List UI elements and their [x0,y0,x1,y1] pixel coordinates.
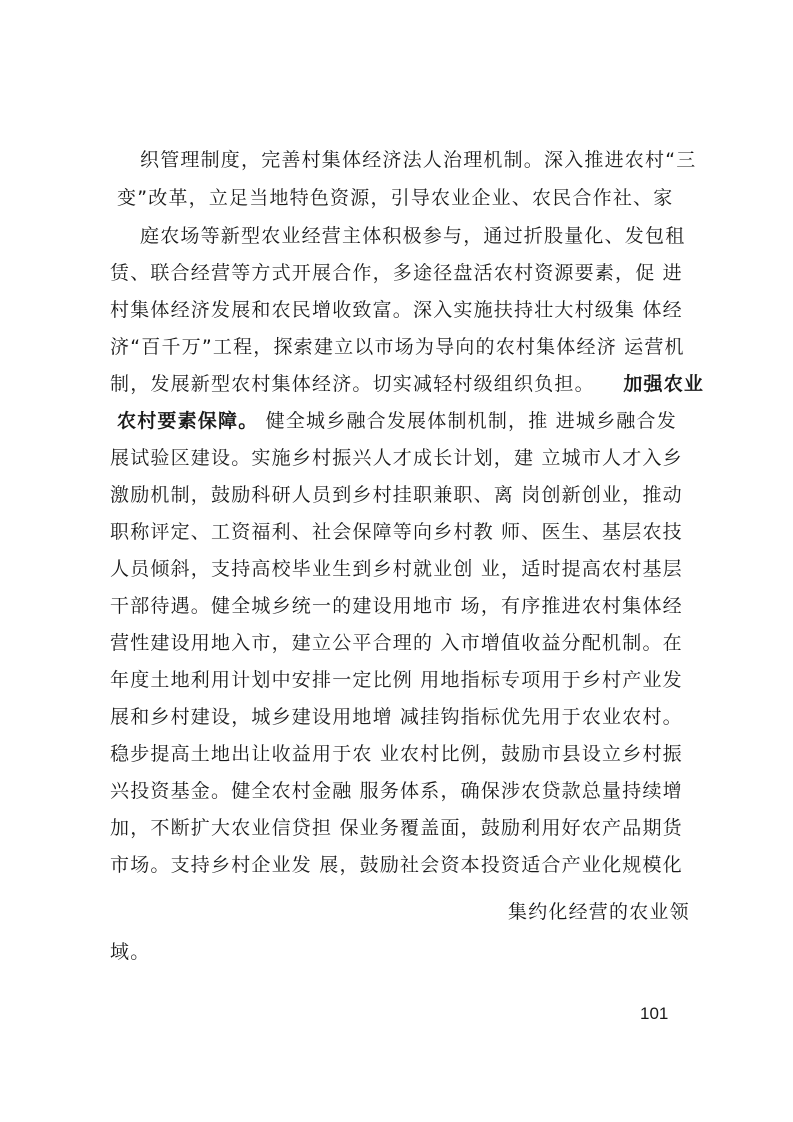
text-line-7-body: 制，发展新型农村集体经济。切实减轻村级组织负担。 [110,373,595,395]
text-line-19: 加，不断扩大农业信贷担 保业务覆盖面，鼓励利用好农产品期货 [110,817,683,839]
text-line-22: 域。 [110,941,151,963]
text-line-8-body: 健全城乡融合发展体制机制，推 进城乡融合发 [265,410,677,432]
text-line-2: 变”改革，立足当地特色资源，引导农业企业、农民合作社、家 [117,187,674,209]
section-heading-start: 加强农业 [623,373,705,395]
text-line-4: 赁、联合经营等方式开展合作，多途径盘活农村资源要素，促 进 [110,262,683,284]
text-line-21: 集约化经营的农业领 [508,901,690,923]
text-line-17: 稳步提高土地出让收益用于农 业农村比例，鼓励市县设立乡村振 [110,743,683,765]
text-line-9: 展试验区建设。实施乡村振兴人才成长计划，建 立城市人才入乡 [110,447,683,469]
page-number: 101 [640,1004,669,1023]
section-heading-end: 农村要素保障。 [117,410,259,432]
text-line-20: 市场。支持乡村企业发 展，鼓励社会资本投资适合产业化规模化 [110,854,683,876]
text-line-1: 织管理制度，完善村集体经济法人治理机制。深入推进农村“三 [140,149,697,171]
text-line-12: 人员倾斜，支持高校毕业生到乡村就业创 业，适时提高农村基层 [110,558,683,580]
text-line-10: 激励机制，鼓励科研人员到乡村挂职兼职、离 岗创新创业，推动 [110,484,683,506]
text-line-11: 职称评定、工资福利、社会保障等向乡村教 师、医生、基层农技 [110,521,683,543]
text-line-14: 营性建设用地入市，建立公平合理的 入市增值收益分配机制。在 [110,632,683,654]
text-line-7 [110,372,704,396]
text-line-3: 庭农场等新型农业经营主体积极参与，通过折股量化、发包租 [140,225,686,247]
text-line-15: 年度土地利用计划中安排一定比例 用地指标专项用于乡村产业发 [110,669,683,691]
text-line-18: 兴投资基金。健全农村金融 服务体系，确保涉农贷款总量持续增 [110,780,683,802]
text-line-5: 村集体经济发展和农民增收致富。深入实施扶持壮大村级集 体经 [110,299,683,321]
text-line-6: 济“百千万”工程，探索建立以市场为导向的农村集体经济 运营机 [110,336,685,358]
text-line-13: 干部待遇。健全城乡统一的建设用地市 场，有序推进农村集体经 [110,595,683,617]
text-line-16: 展和乡村建设，城乡建设用地增 减挂钩指标优先用于农业农村。 [110,706,683,728]
text-line-8 [117,409,677,433]
